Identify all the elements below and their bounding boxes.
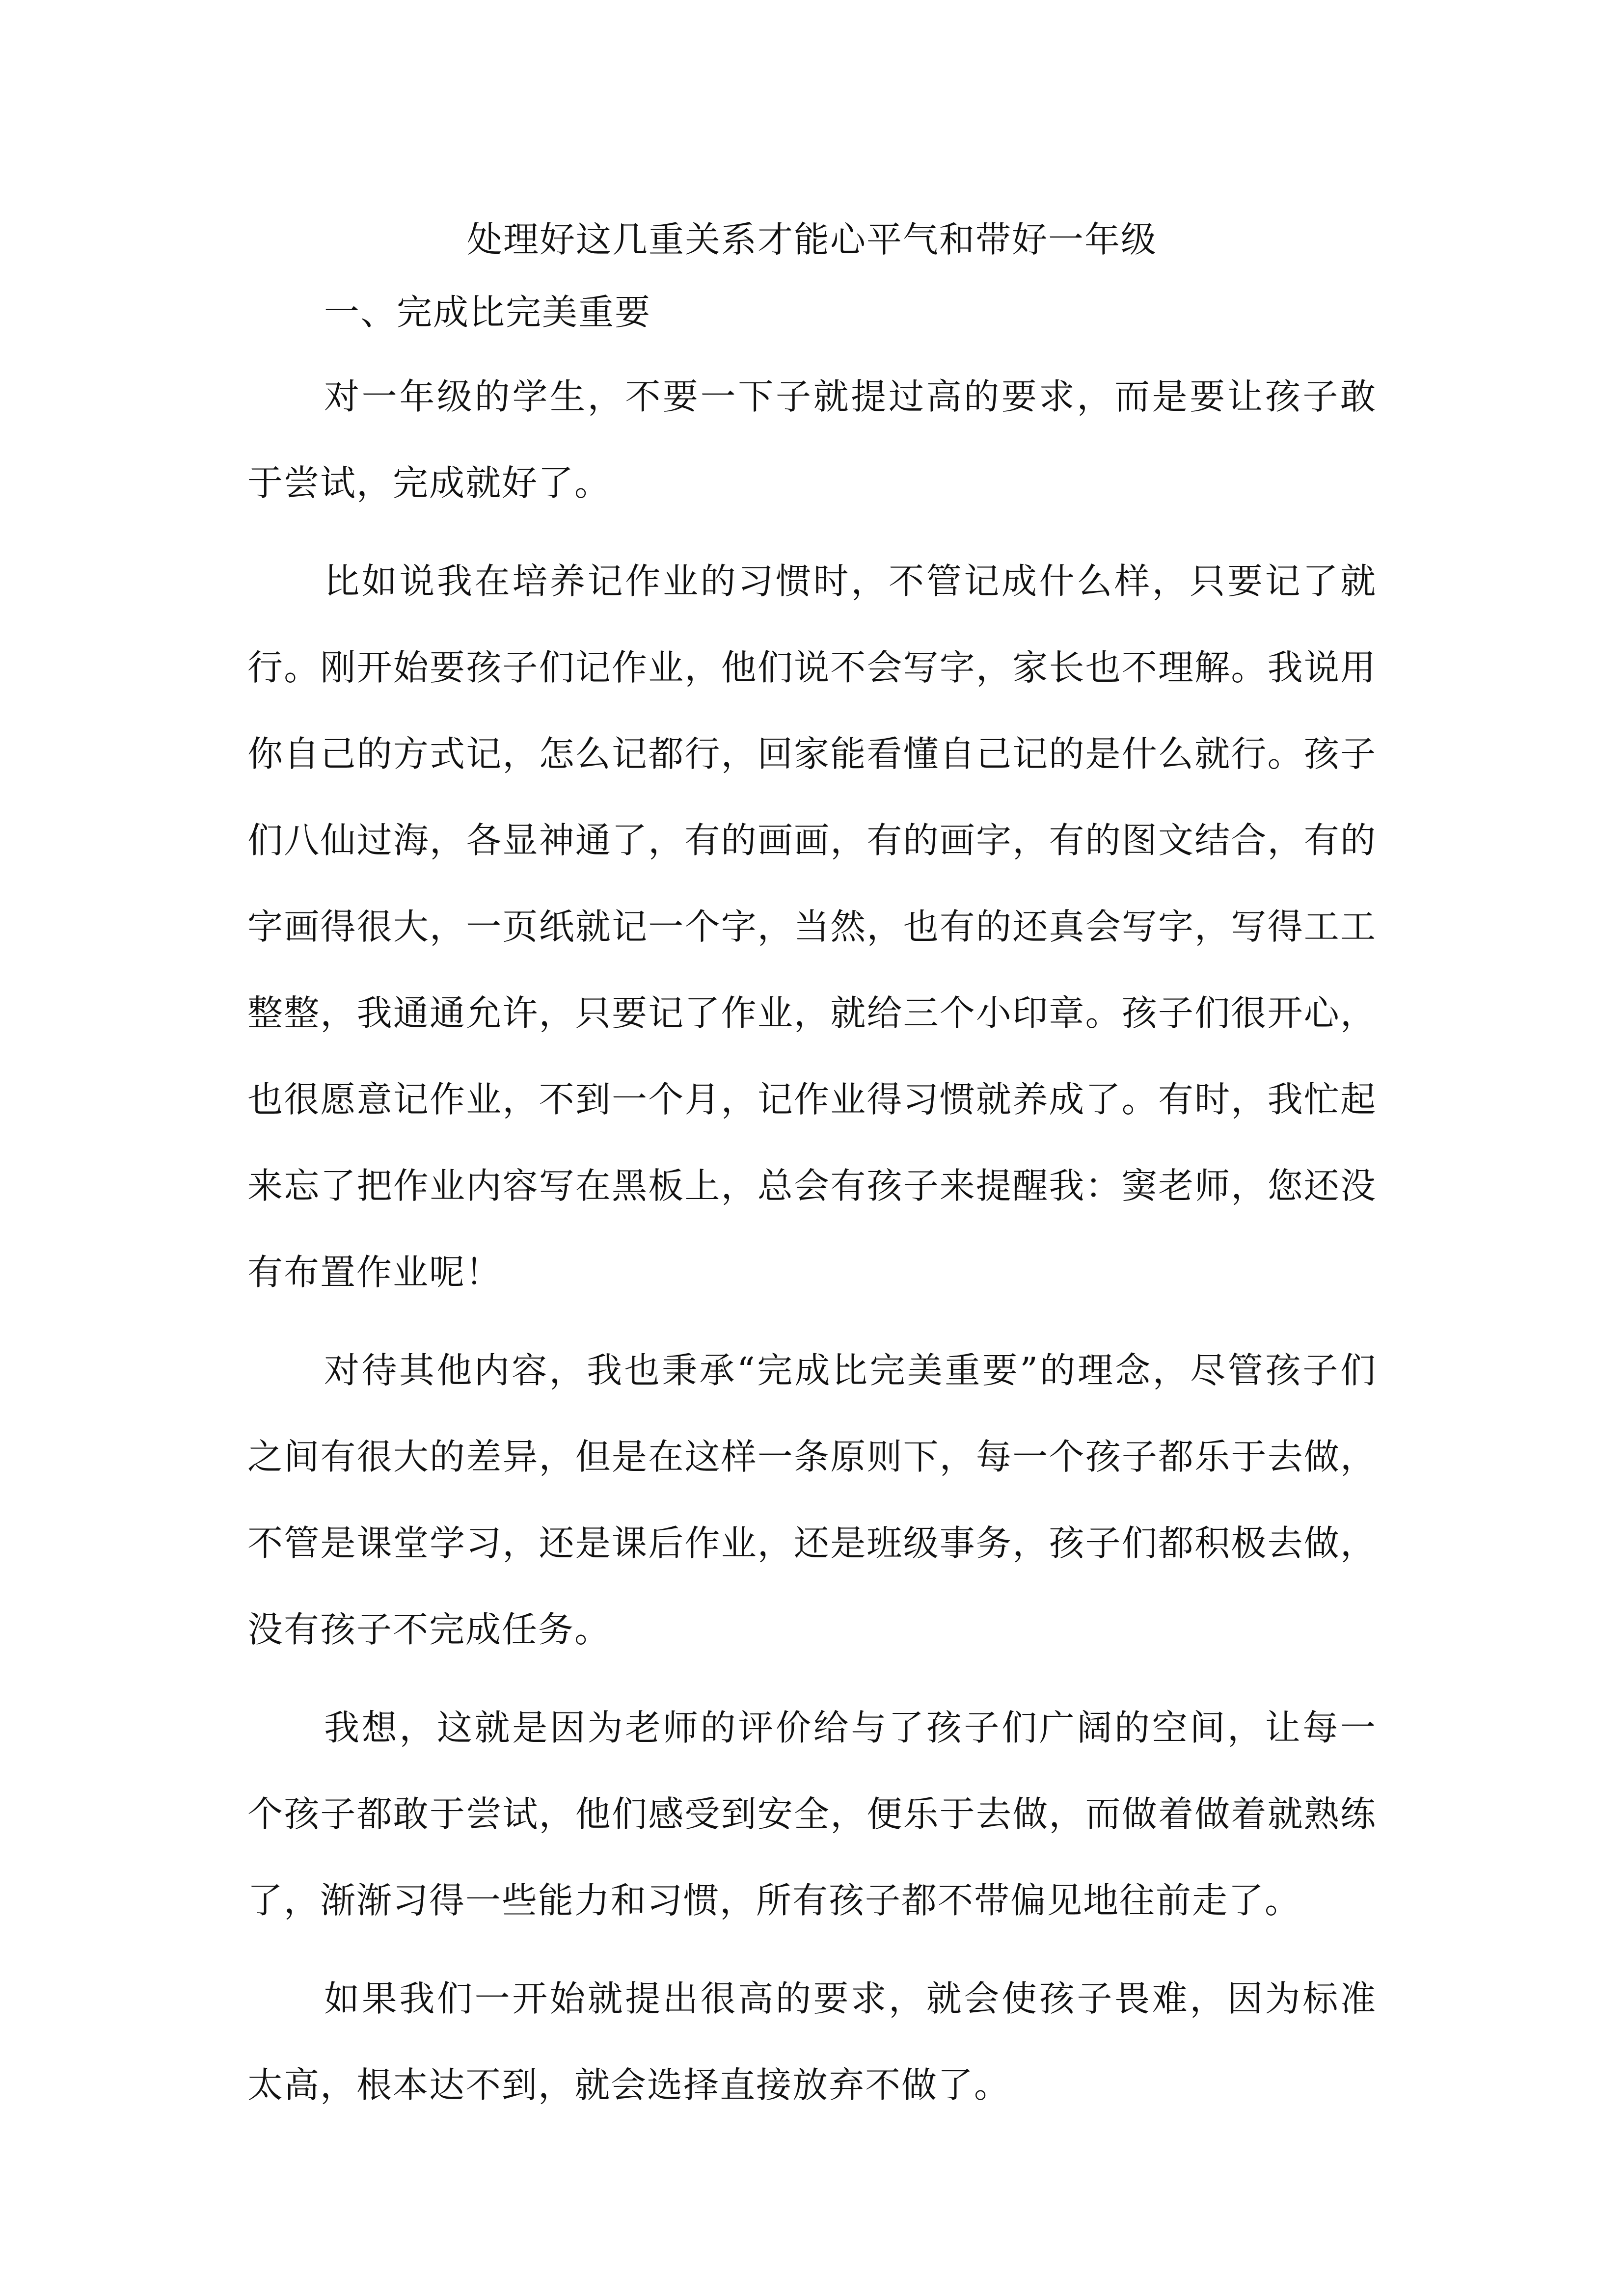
document-body [247,210,1377,2128]
paragraph: 比如说我在培养记作业的习惯时，不管记成什么样，只要记了就行。刚开始要孩子们记作业，他们说不会写字，家长也不理解。我说用你自己的方式记，怎么记都行，回家能看懂自己记的是什么就行。孩子们八仙过海，各显神通了，有的画画，有的画字，有的图文结合，有的字画得很大，一页纸就记一个字，当然，也有的还真会写字，写得工工整整，我通通允许，只要记了作业，就给三个小印章。孩子们很开心，也很愿意记作业，不到一个月，记作业得习惯就养成了。有时，我忙起来忘了把作业内容写在黑板上，总会有孩子来提醒我：窦老师，您还没有布置作业呢！ [247,561,1377,1293]
paragraph: 对待其他内容，我也秉承“完成比完美重要”的理念，尽管孩子们之间有很大的差异，但是在这样一条原则下，每一个孩子都乐于去做，不管是课堂学习，还是课后作业，还是班级事务，孩子们都积极去做，没有孩子不完成任务。 [247,1350,1377,1650]
section-heading: 一、完成比完美重要 [324,292,651,333]
document-title: 处理好这几重关系才能心平气和带好一年级 [466,219,1157,260]
paragraph: 对一年级的学生，不要一下子就提过高的要求，而是要让孩子敢于尝试，完成就好了。 [247,376,1377,504]
paragraph: 我想，这就是因为老师的评价给与了孩子们广阔的空间，让每一个孩子都敢于尝试，他们感受到安全，便乐于去做，而做着做着就熟练了，渐渐习得一些能力和习惯，所有孩子都不带偏见地往前走了。 [247,1707,1377,1921]
paragraph: 如果我们一开始就提出很高的要求，就会使孩子畏难，因为标准太高，根本达不到，就会选择直接放弃不做了。 [247,1978,1377,2106]
